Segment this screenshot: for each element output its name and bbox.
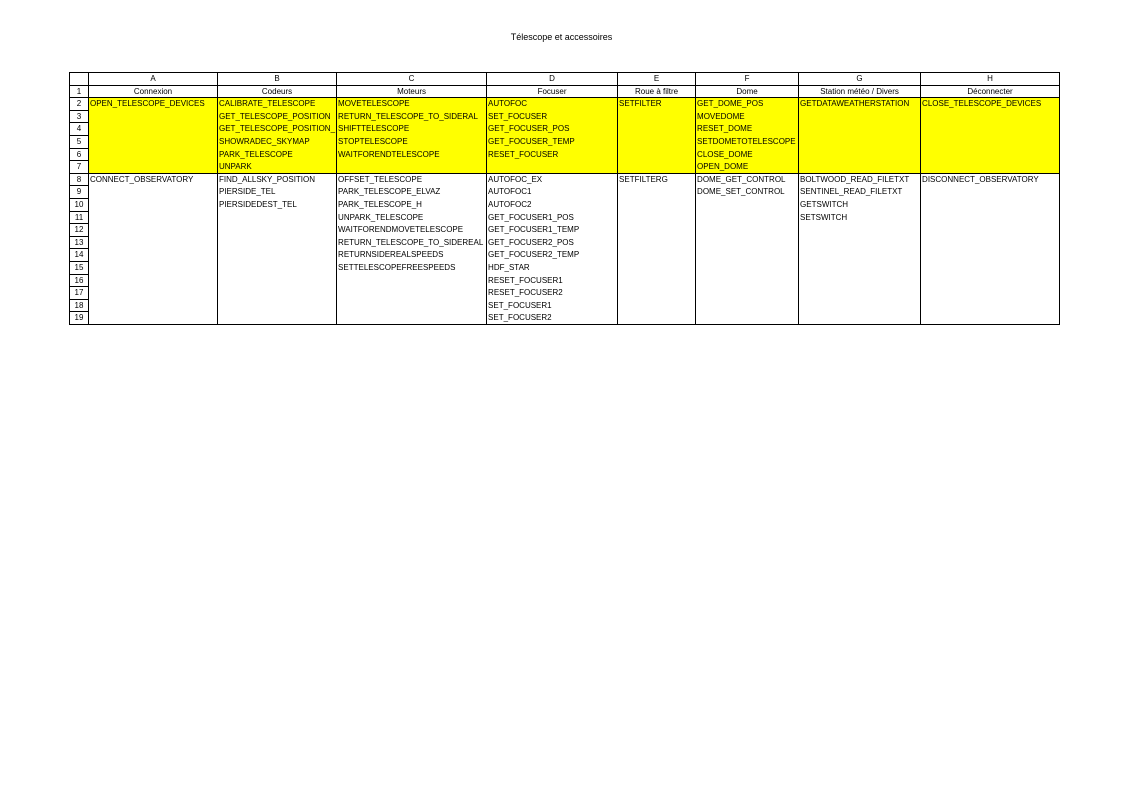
table-cell: GET_FOCUSER1_POS <box>487 211 618 224</box>
table-cell: SET_FOCUSER <box>487 110 618 123</box>
table-cell <box>921 148 1060 161</box>
table-cell: GET_FOCUSER2_POS <box>487 236 618 249</box>
row-number: 15 <box>70 261 89 274</box>
table-cell: SETDOMETOTELESCOPE <box>696 135 799 148</box>
table-cell <box>337 299 487 312</box>
table-cell <box>618 261 696 274</box>
table-cell <box>696 274 799 287</box>
row-number: 2 <box>70 98 89 111</box>
table-cell <box>799 148 921 161</box>
table-cell <box>89 299 218 312</box>
table-cell <box>921 312 1060 325</box>
table-cell <box>921 135 1060 148</box>
table-cell: PARK_TELESCOPE <box>218 148 337 161</box>
table-cell: MOVEDOME <box>696 110 799 123</box>
table-cell <box>218 236 337 249</box>
table-cell: MOVETELESCOPE <box>337 98 487 111</box>
table-row <box>70 211 1060 224</box>
table-row <box>70 148 1060 161</box>
table-cell <box>89 236 218 249</box>
table-cell <box>921 224 1060 237</box>
table-cell: GET_FOCUSER1_TEMP <box>487 224 618 237</box>
table-cell <box>799 287 921 300</box>
table-cell <box>618 110 696 123</box>
table-cell: RESET_DOME <box>696 123 799 136</box>
table-cell: GET_FOCUSER2_TEMP <box>487 249 618 262</box>
table-cell <box>89 261 218 274</box>
row-number: 10 <box>70 198 89 211</box>
row-number: 7 <box>70 161 89 174</box>
column-header: Codeurs <box>218 85 337 98</box>
table-cell <box>696 211 799 224</box>
column-header: Station météo / Divers <box>799 85 921 98</box>
table-row <box>70 274 1060 287</box>
table-row <box>70 261 1060 274</box>
table-cell: SHIFTTELESCOPE <box>337 123 487 136</box>
table-cell <box>618 148 696 161</box>
column-header: Dome <box>696 85 799 98</box>
table-cell <box>89 312 218 325</box>
table-cell: SETSWITCH <box>799 211 921 224</box>
table-cell <box>89 186 218 199</box>
table-cell <box>921 211 1060 224</box>
table-cell: FIND_ALLSKY_POSITION <box>218 173 337 186</box>
table-cell: DOME_GET_CONTROL <box>696 173 799 186</box>
table-cell: AUTOFOC_EX <box>487 173 618 186</box>
table-cell: PIERSIDEDEST_TEL <box>218 198 337 211</box>
table-cell <box>618 236 696 249</box>
column-letter: H <box>921 73 1060 86</box>
table-cell <box>921 123 1060 136</box>
table-cell <box>696 236 799 249</box>
table-row <box>70 110 1060 123</box>
table-cell <box>921 249 1060 262</box>
table-cell <box>89 224 218 237</box>
column-letter: G <box>799 73 921 86</box>
table-cell: RETURNSIDEREALSPEEDS <box>337 249 487 262</box>
row-number: 9 <box>70 186 89 199</box>
table-cell <box>89 211 218 224</box>
table-cell <box>218 274 337 287</box>
table-cell <box>89 161 218 174</box>
table-cell: RESET_FOCUSER2 <box>487 287 618 300</box>
table-cell <box>89 198 218 211</box>
table-cell: WAITFORENDMOVETELESCOPE <box>337 224 487 237</box>
row-number: 4 <box>70 123 89 136</box>
table-cell: RESET_FOCUSER1 <box>487 274 618 287</box>
table-cell: GET_FOCUSER_TEMP <box>487 135 618 148</box>
table-cell <box>218 249 337 262</box>
table-cell: HDF_STAR <box>487 261 618 274</box>
column-header: Roue à filtre <box>618 85 696 98</box>
table-cell <box>618 211 696 224</box>
table-cell <box>618 312 696 325</box>
table-cell <box>799 161 921 174</box>
table-cell <box>921 110 1060 123</box>
table-cell: SETTELESCOPEFREESPEEDS <box>337 261 487 274</box>
table-cell <box>696 224 799 237</box>
table-cell: SETFILTER <box>618 98 696 111</box>
column-letters-row <box>70 73 1060 86</box>
table-cell: PIERSIDE_TEL <box>218 186 337 199</box>
table-cell <box>696 249 799 262</box>
table-cell: CLOSE_DOME <box>696 148 799 161</box>
table-cell: CONNECT_OBSERVATORY <box>89 173 218 186</box>
table-cell <box>618 198 696 211</box>
table-cell <box>696 261 799 274</box>
table-cell <box>799 110 921 123</box>
table-cell: BOLTWOOD_READ_FILETXT <box>799 173 921 186</box>
table-cell <box>618 161 696 174</box>
row-number: 5 <box>70 135 89 148</box>
table-row <box>70 236 1060 249</box>
table-cell <box>218 261 337 274</box>
column-letter: B <box>218 73 337 86</box>
table-row <box>70 135 1060 148</box>
table-cell <box>89 110 218 123</box>
row-number: 14 <box>70 249 89 262</box>
row-number: 18 <box>70 299 89 312</box>
table-cell: CLOSE_TELESCOPE_DEVICES <box>921 98 1060 111</box>
table-cell: OFFSET_TELESCOPE <box>337 173 487 186</box>
table-row <box>70 123 1060 136</box>
table-cell <box>921 198 1060 211</box>
table-cell: OPEN_TELESCOPE_DEVICES <box>89 98 218 111</box>
table-row <box>70 249 1060 262</box>
column-letter: D <box>487 73 618 86</box>
table-cell <box>618 224 696 237</box>
table-cell <box>89 249 218 262</box>
table-cell <box>89 274 218 287</box>
table-cell: SHOWRADEC_SKYMAP <box>218 135 337 148</box>
table-cell <box>921 287 1060 300</box>
table-cell <box>799 224 921 237</box>
table-row <box>70 299 1060 312</box>
table-cell: SETFILTERG <box>618 173 696 186</box>
table-cell <box>921 236 1060 249</box>
table-cell: GET_DOME_POS <box>696 98 799 111</box>
table-cell <box>799 312 921 325</box>
table-cell: GET_TELESCOPE_POSITION <box>218 110 337 123</box>
row-number: 16 <box>70 274 89 287</box>
table-cell <box>89 287 218 300</box>
column-header: Focuser <box>487 85 618 98</box>
column-header: Moteurs <box>337 85 487 98</box>
table-cell <box>921 261 1060 274</box>
table-cell <box>487 161 618 174</box>
header-row <box>70 85 1060 98</box>
row-number: 19 <box>70 312 89 325</box>
column-letter: A <box>89 73 218 86</box>
row-number: 3 <box>70 110 89 123</box>
table-cell: GET_FOCUSER_POS <box>487 123 618 136</box>
table-row <box>70 224 1060 237</box>
table-cell <box>799 249 921 262</box>
table-cell <box>696 198 799 211</box>
table-cell <box>696 312 799 325</box>
table-cell <box>696 299 799 312</box>
table-cell <box>89 123 218 136</box>
table-cell <box>337 287 487 300</box>
table-cell <box>218 312 337 325</box>
table-cell <box>337 312 487 325</box>
table-cell <box>799 123 921 136</box>
table-row <box>70 312 1060 325</box>
table-cell <box>218 299 337 312</box>
table-cell <box>218 211 337 224</box>
table-cell: PARK_TELESCOPE_H <box>337 198 487 211</box>
column-header: Connexion <box>89 85 218 98</box>
row-number: 1 <box>70 85 89 98</box>
table-cell: WAITFORENDTELESCOPE <box>337 148 487 161</box>
table-cell <box>921 186 1060 199</box>
table-cell: RETURN_TELESCOPE_TO_SIDERAL <box>337 110 487 123</box>
table-cell: STOPTELESCOPE <box>337 135 487 148</box>
row-number: 11 <box>70 211 89 224</box>
table-cell: RESET_FOCUSER <box>487 148 618 161</box>
table-cell <box>799 261 921 274</box>
table-row <box>70 186 1060 199</box>
table-cell <box>799 274 921 287</box>
table-row <box>70 98 1060 111</box>
table-cell <box>218 224 337 237</box>
table-cell: DISCONNECT_OBSERVATORY <box>921 173 1060 186</box>
table-cell <box>618 123 696 136</box>
table-cell <box>618 287 696 300</box>
table-cell <box>618 249 696 262</box>
table-row <box>70 198 1060 211</box>
table-cell <box>618 274 696 287</box>
column-header: Déconnecter <box>921 85 1060 98</box>
table-cell <box>618 186 696 199</box>
table-cell <box>337 274 487 287</box>
table-row <box>70 161 1060 174</box>
table-cell: RETURN_TELESCOPE_TO_SIDEREAL <box>337 236 487 249</box>
table-cell <box>696 287 799 300</box>
row-number: 8 <box>70 173 89 186</box>
table-cell <box>921 161 1060 174</box>
column-letter: F <box>696 73 799 86</box>
corner-cell <box>70 73 89 86</box>
table-cell: SET_FOCUSER2 <box>487 312 618 325</box>
table-cell <box>218 287 337 300</box>
table-cell <box>337 161 487 174</box>
table-cell <box>921 299 1060 312</box>
table-cell: OPEN_DOME <box>696 161 799 174</box>
table-cell <box>799 236 921 249</box>
table-cell: AUTOFOC <box>487 98 618 111</box>
table-cell: UNPARK <box>218 161 337 174</box>
table-cell: AUTOFOC2 <box>487 198 618 211</box>
table-cell <box>921 274 1060 287</box>
row-number: 13 <box>70 236 89 249</box>
table-cell <box>618 299 696 312</box>
spreadsheet-table <box>69 72 1060 325</box>
table-cell <box>89 135 218 148</box>
table-cell: SENTINEL_READ_FILETXT <box>799 186 921 199</box>
table-cell <box>89 148 218 161</box>
table-cell: UNPARK_TELESCOPE <box>337 211 487 224</box>
row-number: 6 <box>70 148 89 161</box>
page-title: Télescope et accessoires <box>510 32 613 42</box>
table-row <box>70 173 1060 186</box>
table-cell <box>799 135 921 148</box>
table-cell: CALIBRATE_TELESCOPE <box>218 98 337 111</box>
column-letter: C <box>337 73 487 86</box>
table-cell: SET_FOCUSER1 <box>487 299 618 312</box>
table-cell: AUTOFOC1 <box>487 186 618 199</box>
row-number: 12 <box>70 224 89 237</box>
table-cell: GETSWITCH <box>799 198 921 211</box>
table-cell: GET_TELESCOPE_POSITION_ <box>218 123 337 136</box>
table-cell <box>799 299 921 312</box>
table-row <box>70 287 1060 300</box>
row-number: 17 <box>70 287 89 300</box>
table-cell <box>618 135 696 148</box>
table-cell: DOME_SET_CONTROL <box>696 186 799 199</box>
column-letter: E <box>618 73 696 86</box>
table-cell: PARK_TELESCOPE_ELVAZ <box>337 186 487 199</box>
table-cell: GETDATAWEATHERSTATION <box>799 98 921 111</box>
